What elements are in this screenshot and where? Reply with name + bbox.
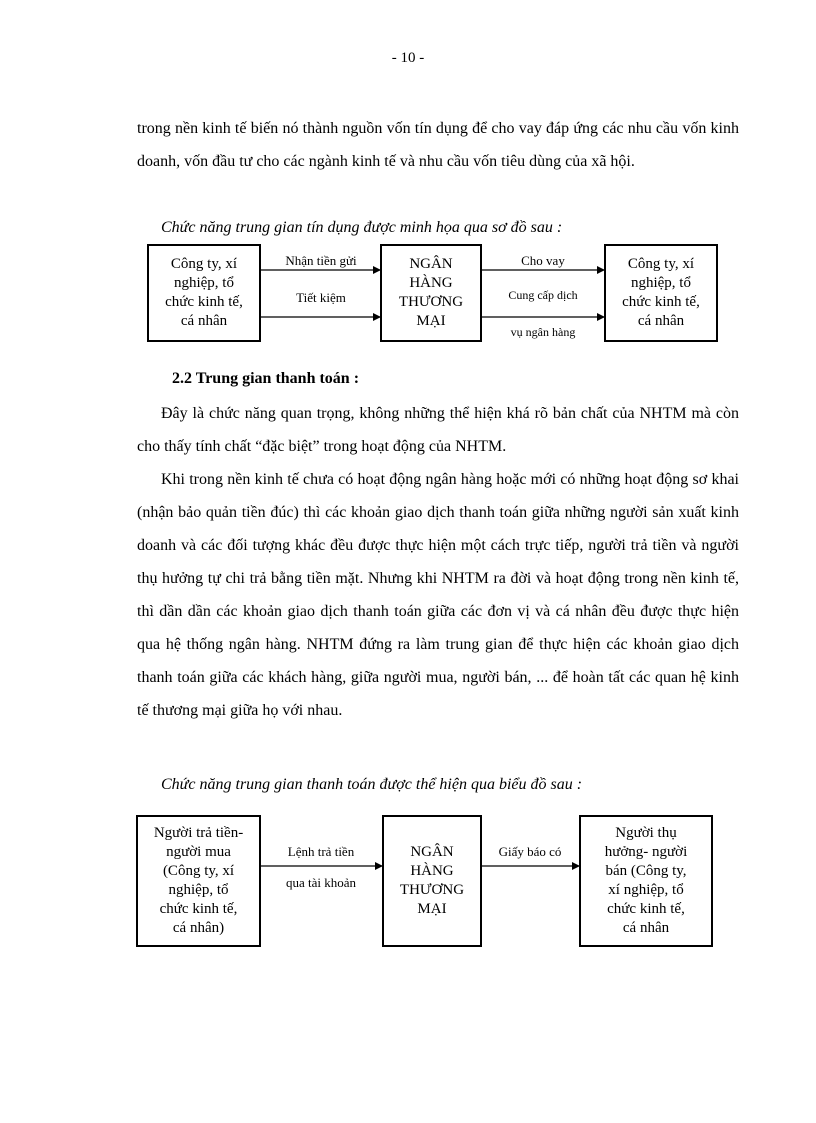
caption-credit-diagram: Chức năng trung gian tín dụng được minh họa qua sơ đồ sau : — [161, 219, 563, 236]
label-services-2: vụ ngân hàng — [510, 325, 576, 339]
diagram2-payer-box: Người trả tiền- người mua (Công ty, xí nghiệp, tổ chức kinh tế, cá nhân) — [136, 815, 261, 947]
section-heading: 2.2 Trung gian thanh toán : — [172, 370, 360, 387]
label-via-account: qua tài khoản — [285, 875, 357, 890]
diagram1-bank-box: NGÂN HÀNG THƯƠNG MẠI — [380, 244, 482, 342]
diagram1-left-box: Công ty, xí nghiệp, tổ chức kinh tế, cá nhân — [147, 244, 261, 342]
diagram2-bank-box: NGÂN HÀNG THƯƠNG MẠI — [382, 815, 482, 947]
caption-payment-diagram: Chức năng trung gian thanh toán được thể hiện qua biểu đồ sau : — [161, 776, 583, 793]
label-credit-note: Giấy báo có — [498, 844, 562, 859]
label-payment-order: Lệnh trả tiền — [287, 844, 355, 859]
paragraph-intro: trong nền kinh tế biến nó thành nguồn vốn tín dụng để cho vay đáp ứng các nhu cầu vốn kinh doanh, vốn đầu tư cho các ngành kinh tế và nhu cầu vốn tiêu dùng của xã hội. — [137, 120, 739, 170]
diagram2-payee-box: Người thụ hưởng- người bán (Công ty, xí nghiệp, tổ chức kinh tế, cá nhân — [579, 815, 713, 947]
paragraph-payment-role: Đây là chức năng quan trọng, không những thể hiện khá rõ bản chất của NHTM mà còn cho thấy tính chất “đặc biệt” trong hoạt động của NHTM. — [137, 405, 739, 455]
paragraph-payment-history: Khi trong nền kinh tế chưa có hoạt động ngân hàng hoặc mới có những hoạt động sơ khai (nhận bảo quản tiền đúc) thì các khoản giao dịch thanh toán giữa những người sản xuất kinh doanh và các đối tượng khác đều được thực hiện một cách trực tiếp, người trả tiền và người thụ hưởng tự chi trả bằng tiền mặt. Nhưng khi NHTM ra đời và hoạt động trong nền kinh tế, thì dần dần các khoản giao dịch thanh toán giữa các đơn vị và cá nhân đều được thực hiện qua hệ thống ngân hàng. NHTM đứng ra làm trung gian để thực hiện các khoản giao dịch thanh toán giữa các khách hàng, giữa người mua, người bán, ... để hoàn tất các quan hệ kinh tế thương mại giữa họ với nhau. — [137, 471, 739, 719]
label-lending: Cho vay — [521, 253, 565, 268]
label-services-1: Cung cấp dịch — [508, 288, 578, 302]
label-savings: Tiết kiệm — [296, 290, 346, 305]
label-deposit: Nhận tiền gửi — [285, 253, 357, 268]
page-number: - 10 - — [391, 50, 425, 66]
diagram1-right-box: Công ty, xí nghiệp, tổ chức kinh tế, cá nhân — [604, 244, 718, 342]
